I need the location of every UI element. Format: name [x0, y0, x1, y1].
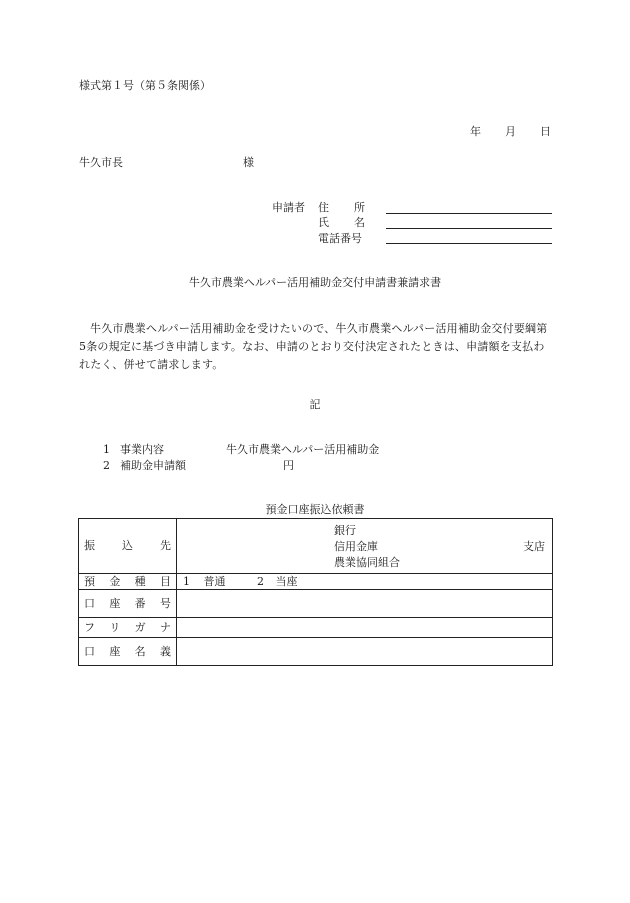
item-1-no: 1 — [103, 443, 110, 456]
institution-bank: 銀行 — [334, 524, 356, 537]
body-paragraph: 牛久市農業ヘルパー活用補助金を受けたいので、牛久市農業ヘルパー活用補助金交付要綱第5条の規定に基づき申請します。なお、申請のとおり交付決定されたときは、申請額を支払われたく、併せて請求します。 — [79, 322, 548, 371]
bank-row-account-holder — [79, 638, 553, 666]
applicant-heading: 申請者 — [272, 201, 305, 214]
address-field-line[interactable] — [386, 213, 552, 214]
ki-heading: 記 — [309, 398, 321, 411]
account-type-label: 預 金 種 目 — [79, 574, 177, 590]
date-day: 日 — [540, 125, 551, 138]
transfer-to-field[interactable] — [177, 519, 553, 574]
transfer-to-label: 振 込 先 — [79, 519, 177, 574]
option-1-no: 1 — [183, 574, 190, 588]
name-label-2: 名 — [354, 216, 365, 229]
document-title: 牛久市農業ヘルパー活用補助金交付申請書兼請求書 — [188, 276, 442, 289]
name-field-line[interactable] — [386, 228, 552, 229]
option-2-no: 2 — [257, 574, 264, 588]
account-number-field[interactable] — [177, 590, 553, 618]
account-holder-field[interactable] — [177, 638, 553, 666]
addressee-honorific: 様 — [243, 156, 254, 169]
date-year: 年 — [470, 125, 481, 138]
item-1-value: 牛久市農業ヘルパー活用補助金 — [226, 443, 380, 456]
furigana-field[interactable] — [177, 618, 553, 638]
bank-row-account-number — [79, 590, 553, 618]
item-2-label: 補助金申請額 — [120, 459, 186, 472]
item-2-no: 2 — [103, 459, 110, 472]
bank-form-table — [78, 518, 553, 666]
option-2-label[interactable]: 当座 — [275, 574, 298, 588]
phone-label: 電話番号 — [318, 232, 362, 245]
branch-label: 支店 — [523, 540, 545, 553]
bank-row-furigana — [79, 618, 553, 638]
institution-agri-coop: 農業協同組合 — [334, 556, 400, 569]
address-label-1: 住 — [318, 201, 329, 214]
account-number-label: 口 座 番 号 — [79, 590, 177, 618]
name-label-1: 氏 — [318, 216, 329, 229]
date-month: 月 — [505, 125, 516, 138]
address-label-2: 所 — [354, 201, 365, 214]
option-1-label[interactable]: 普通 — [203, 574, 226, 588]
bank-row-account-type — [79, 574, 553, 590]
institution-credit-union: 信用金庫 — [334, 540, 378, 553]
item-1-label: 事業内容 — [120, 443, 164, 456]
form-id: 様式第１号（第５条関係） — [79, 79, 211, 92]
bank-form-title: 預金口座振込依頼書 — [265, 503, 365, 516]
account-holder-label: 口 座 名 義 — [79, 638, 177, 666]
account-type-field[interactable] — [177, 574, 553, 590]
item-2-value: 円 — [283, 459, 294, 472]
addressee-name: 牛久市長 — [79, 156, 123, 169]
phone-field-line[interactable] — [386, 243, 552, 244]
furigana-label: フ リ ガ ナ — [79, 618, 177, 638]
bank-row-transfer-to — [79, 519, 553, 574]
